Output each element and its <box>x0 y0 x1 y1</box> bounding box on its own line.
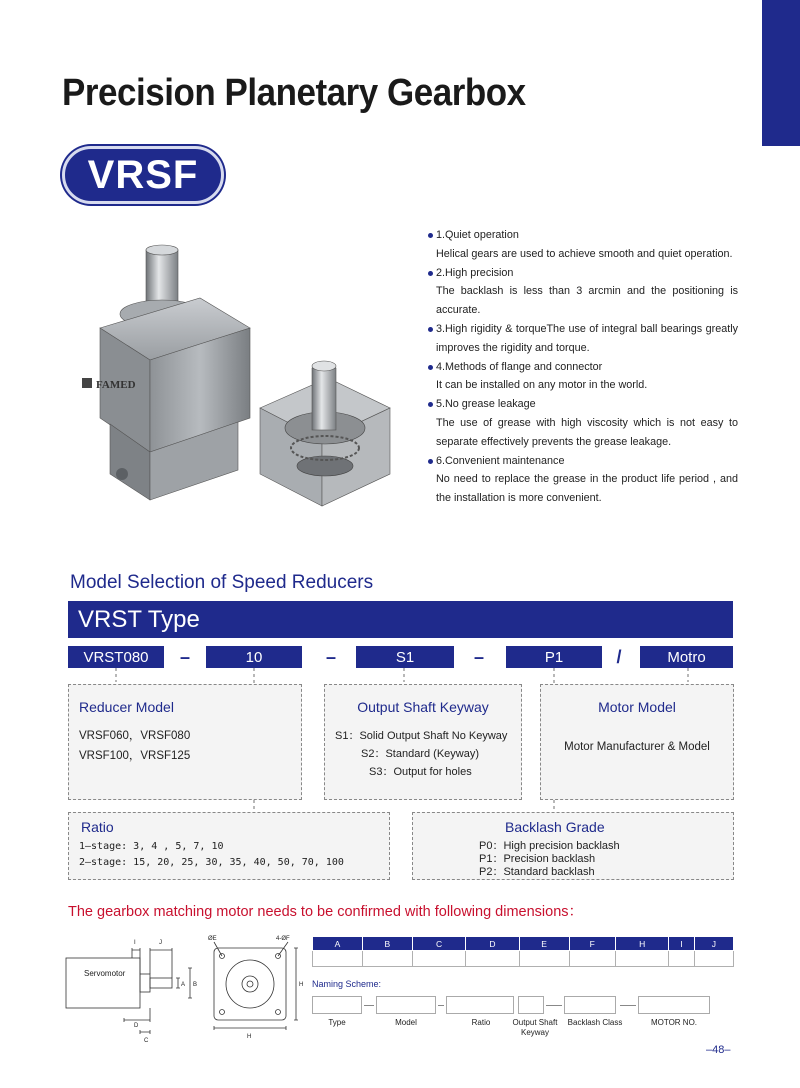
dim-label-a: A <box>181 982 186 988</box>
code-separator: – <box>325 646 336 667</box>
feature-desc: The backlash is less than 3 arcmin and the positioning is accurate. <box>436 285 738 317</box>
box-title: Backlash Grade <box>505 819 605 835</box>
feature-desc: Helical gears are used to achieve smooth and quiet operation. <box>436 247 733 260</box>
feature-title: 6.Convenient maintenance <box>426 452 738 471</box>
naming-separator <box>546 1005 562 1006</box>
dim-label-e: ØE <box>208 936 217 942</box>
table-header: B <box>362 937 412 951</box>
table-header: H <box>615 937 668 951</box>
naming-separator <box>438 1005 444 1006</box>
box-title: Ratio <box>81 819 114 835</box>
dim-label-i: I <box>134 940 136 946</box>
code-ratio: 10 <box>206 646 302 668</box>
dim-label-j: J <box>159 940 162 946</box>
table-cell[interactable] <box>669 951 694 967</box>
servomotor-label: Servomotor <box>84 969 126 978</box>
feature-desc: No need to replace the grease in the product life period , and the installation is more convenient. <box>436 473 738 505</box>
code-separator: – <box>179 646 190 667</box>
box-line: P1：Precision backlash <box>479 853 596 865</box>
dimension-table <box>312 936 734 967</box>
page-title: Precision Planetary Gearbox <box>62 72 526 114</box>
table-row <box>313 951 734 967</box>
table-cell[interactable] <box>519 951 569 967</box>
table-header-row <box>313 937 734 951</box>
box-line: S3：Output for holes <box>369 766 472 778</box>
feature-title: 2.High precision <box>426 264 738 283</box>
table-cell[interactable] <box>466 951 519 967</box>
feature-desc: The use of grease with high viscosity which is not easy to separate effectively prevents the grease leakage. <box>436 416 738 448</box>
code-output-shaft: S1 <box>356 646 454 668</box>
brand-label: FAMED <box>96 379 136 391</box>
feature-title: 3.High rigidity & torqueThe use of integral ball bearings greatly improves the rigidity and torque. <box>426 320 738 358</box>
naming-label: MOTOR NO. <box>650 1018 698 1027</box>
feature-title: 4.Methods of flange and connector <box>426 358 738 377</box>
naming-label: Model <box>395 1018 417 1027</box>
motor-model-box <box>540 684 734 800</box>
box-title: Output Shaft Keyway <box>357 699 489 715</box>
code-backlash: P1 <box>506 646 602 668</box>
table-cell[interactable] <box>313 951 363 967</box>
box-line: VRSF060，VRSF080 <box>79 730 191 742</box>
ratio-box <box>68 812 390 880</box>
box-line: VRSF100，VRSF125 <box>79 750 191 762</box>
naming-box-ratio[interactable] <box>446 996 514 1014</box>
naming-separator <box>620 1005 636 1006</box>
naming-box-model[interactable] <box>376 996 436 1014</box>
naming-scheme-title: Naming Scheme: <box>312 979 382 989</box>
reducer-model-box <box>68 684 302 800</box>
table-header: I <box>669 937 694 951</box>
naming-box-motor[interactable] <box>638 996 710 1014</box>
naming-box-backlash[interactable] <box>564 996 616 1014</box>
box-line: S2：Standard (Keyway) <box>361 748 479 760</box>
dim-label-f: 4-ØF <box>276 936 290 942</box>
motor-dimension-drawing <box>62 930 306 1044</box>
section-title: Model Selection of Speed Reducers <box>70 572 374 593</box>
dim-label-h: H <box>247 1034 252 1040</box>
box-line: 2–stage: 15, 20, 25, 30, 35, 40, 50, 70, 100 <box>79 857 344 868</box>
dim-label-h2: H <box>299 982 304 988</box>
feature-title: 5.No grease leakage <box>426 395 738 414</box>
naming-label: Ratio <box>471 1018 491 1027</box>
naming-box-type[interactable] <box>312 996 362 1014</box>
box-title: Reducer Model <box>79 699 174 715</box>
type-bar: VRST Type <box>68 601 733 638</box>
feature-desc: It can be installed on any motor in the world. <box>436 379 648 392</box>
code-reducer-model: VRST080 <box>68 646 164 668</box>
model-badge: VRSF <box>62 146 224 204</box>
table-cell[interactable] <box>615 951 668 967</box>
table-header: J <box>694 937 733 951</box>
table-cell[interactable] <box>569 951 615 967</box>
dim-label-c: C <box>144 1038 149 1044</box>
table-cell[interactable] <box>694 951 733 967</box>
table-header: A <box>313 937 363 951</box>
dim-label-b: B <box>193 982 198 988</box>
cutaway-gearbox-icon <box>260 361 390 506</box>
page-number: –48– <box>706 1044 731 1056</box>
naming-label: Type <box>328 1018 346 1027</box>
table-cell[interactable] <box>412 951 465 967</box>
box-line: S1：Solid Output Shaft No Keyway <box>335 730 508 742</box>
output-shaft-box <box>324 684 522 800</box>
backlash-box <box>412 812 734 880</box>
code-separator: / <box>616 646 622 667</box>
table-header: F <box>569 937 615 951</box>
naming-box-output-shaft[interactable] <box>518 996 544 1014</box>
product-illustration <box>60 238 410 528</box>
box-line: Motor Manufacturer & Model <box>564 741 710 753</box>
table-header: E <box>519 937 569 951</box>
box-title: Motor Model <box>598 699 676 715</box>
code-motor: Motro <box>640 646 733 668</box>
naming-label: Backlash Class <box>567 1018 623 1027</box>
table-cell[interactable] <box>362 951 412 967</box>
feature-title: 1.Quiet operation <box>426 226 738 245</box>
naming-label: Output Shaft Keyway <box>512 1018 558 1037</box>
dim-label-d: D <box>134 1023 139 1029</box>
confirm-text: The gearbox matching motor needs to be confirmed with following dimensions： <box>68 904 584 920</box>
box-line: 1–stage: 3, 4 , 5, 7, 10 <box>79 841 224 852</box>
feature-list <box>426 226 738 508</box>
box-line: P0：High precision backlash <box>479 840 620 852</box>
table-header: D <box>466 937 519 951</box>
naming-separator <box>364 1005 374 1006</box>
corner-accent-bar <box>762 0 800 146</box>
box-line: P2：Standard backlash <box>479 866 595 878</box>
table-header: C <box>412 937 465 951</box>
code-separator: – <box>473 646 484 667</box>
